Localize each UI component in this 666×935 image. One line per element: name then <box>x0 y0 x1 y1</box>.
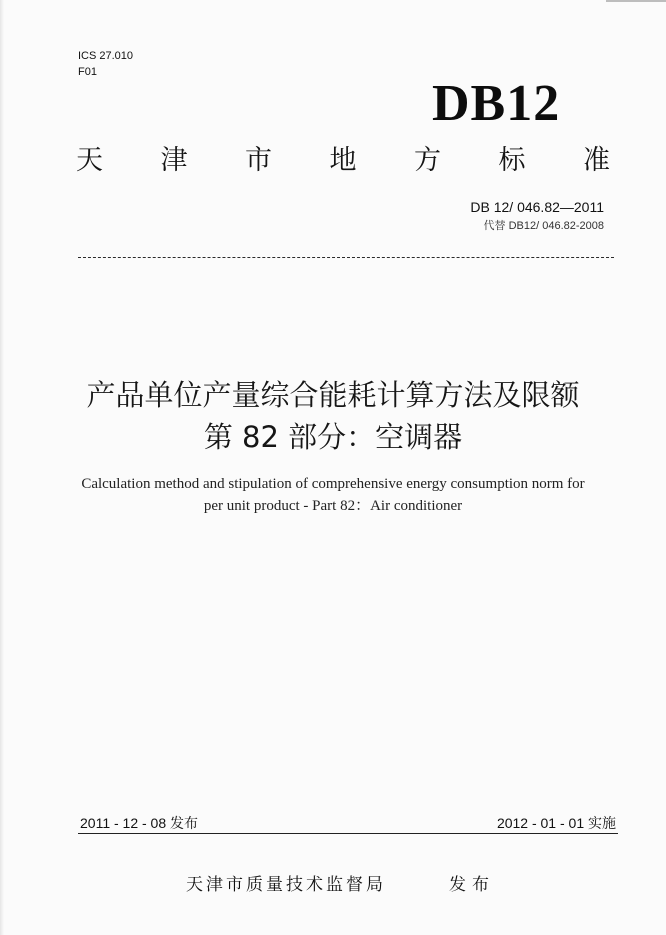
ics-code: ICS 27.010 <box>78 50 134 62</box>
ccs-code: F01 <box>78 66 97 78</box>
standard-type-char: 方 <box>414 145 441 176</box>
standard-type-char: 地 <box>329 145 357 176</box>
header-divider <box>78 257 614 258</box>
footer-divider <box>78 833 618 834</box>
issue-date: 2011 - 12 - 08 发布 <box>80 815 199 831</box>
standard-number: DB 12/ 046.82—2011 <box>470 199 604 215</box>
publisher-name: 天津市质量技术监督局 <box>186 875 386 895</box>
standard-type-char: 津 <box>160 145 188 176</box>
scan-top-mark <box>606 0 666 2</box>
standard-type-char: 准 <box>583 145 610 176</box>
page-edge-shadow <box>0 0 4 935</box>
title-english-line2: per unit product - Part 82：Air conditioner <box>203 498 463 514</box>
standard-type-char: 标 <box>498 145 526 176</box>
publish-label: 发布 <box>449 875 495 895</box>
replaces-standard: 代替 DB12/ 046.82-2008 <box>483 220 604 232</box>
title-chinese-line1: 产品单位产量综合能耗计算方法及限额 <box>86 378 580 412</box>
standard-type-char: 天 <box>76 145 103 176</box>
implementation-date: 2012 - 01 - 01 实施 <box>496 815 616 831</box>
standard-type-heading <box>76 143 610 179</box>
title-english-line1: Calculation method and stipulation of comprehensive energy consumption norm for <box>81 476 585 492</box>
standard-type-char: 市 <box>245 145 272 176</box>
title-chinese-line2: 第 82 部分：空调器 <box>203 420 463 454</box>
standard-logo: DB12 <box>432 75 561 132</box>
